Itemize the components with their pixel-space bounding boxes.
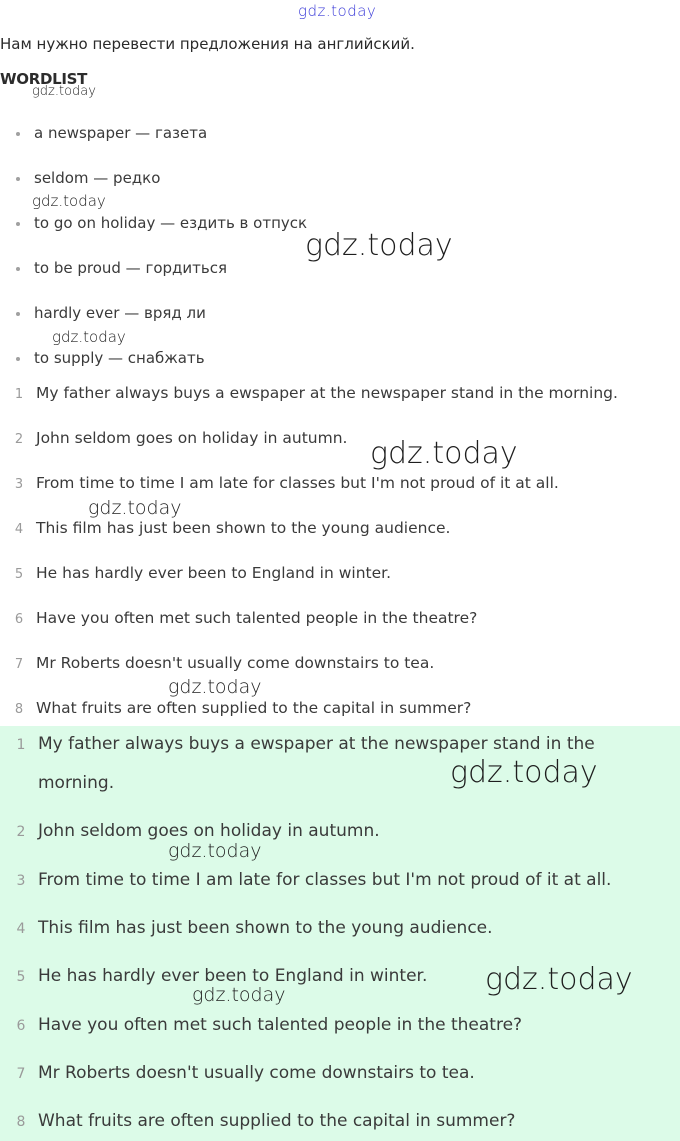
answer-item: 8 What fruits are often supplied to the capital in summer? (16, 1111, 516, 1131)
watermark: gdz.today (168, 676, 262, 698)
bullet-icon (16, 357, 20, 361)
answer-item: 5 He has hardly ever been to England in winter. (16, 966, 428, 986)
watermark: gdz.today (298, 2, 377, 20)
sentence-item: 5 He has hardly ever been to England in winter. (14, 564, 392, 582)
answer-item: 4 This film has just been shown to the young audience. (16, 918, 493, 938)
watermark: gdz.today (192, 984, 286, 1006)
wordlist-item: to supply — снабжать (14, 349, 205, 367)
watermark: gdz.today (370, 436, 518, 471)
bullet-icon (16, 132, 20, 136)
watermark: gdz.today (450, 755, 598, 790)
wordlist-item: a newspaper — газета (14, 124, 207, 142)
watermark: gdz.today (168, 840, 262, 862)
answer-item: 6 Have you often met such talented people in the theatre? (16, 1015, 523, 1035)
answer-item: 7 Mr Roberts doesn't usually come downstairs to tea. (16, 1063, 475, 1083)
watermark: gdz.today (52, 328, 126, 346)
answer-item: 3 From time to time I am late for classes but I'm not proud of it at all. (16, 870, 612, 890)
sentence-item: 1 My father always buys a ewspaper at the newspaper stand in the morning. (14, 384, 618, 402)
wordlist-item: to go on holiday — ездить в отпуск (14, 214, 307, 232)
sentence-item: 3 From time to time I am late for classes but I'm not proud of it at all. (14, 474, 559, 492)
sentence-item: 6 Have you often met such talented people in the theatre? (14, 609, 478, 627)
watermark: gdz.today (88, 497, 182, 519)
watermark: gdz.today (305, 228, 453, 263)
sentence-item: 2 John seldom goes on holiday in autumn. (14, 429, 348, 447)
answer-item: 1 My father always buys a ewspaper at the newspaper stand in the (16, 734, 595, 754)
watermark: gdz.today (485, 962, 633, 997)
sentence-item: 8 What fruits are often supplied to the capital in summer? (14, 699, 472, 717)
watermark: gdz.today (32, 192, 106, 210)
bullet-icon (16, 267, 20, 271)
wordlist-title: WORDLIST (0, 70, 88, 88)
bullet-icon (16, 222, 20, 226)
bullet-icon (16, 312, 20, 316)
sentence-item: 4 This film has just been shown to the young audience. (14, 519, 451, 537)
answer-item: 2 John seldom goes on holiday in autumn. (16, 821, 380, 841)
intro-text: Нам нужно перевести предложения на английский. (0, 35, 415, 53)
answer-continuation: morning. (38, 773, 115, 793)
sentence-item: 7 Mr Roberts doesn't usually come downstairs to tea. (14, 654, 435, 672)
wordlist-item: to be proud — гордиться (14, 259, 227, 277)
wordlist-item: seldom — редко (14, 169, 160, 187)
wordlist-item: hardly ever — вряд ли (14, 304, 206, 322)
watermark: gdz.today (32, 84, 96, 99)
bullet-icon (16, 177, 20, 181)
